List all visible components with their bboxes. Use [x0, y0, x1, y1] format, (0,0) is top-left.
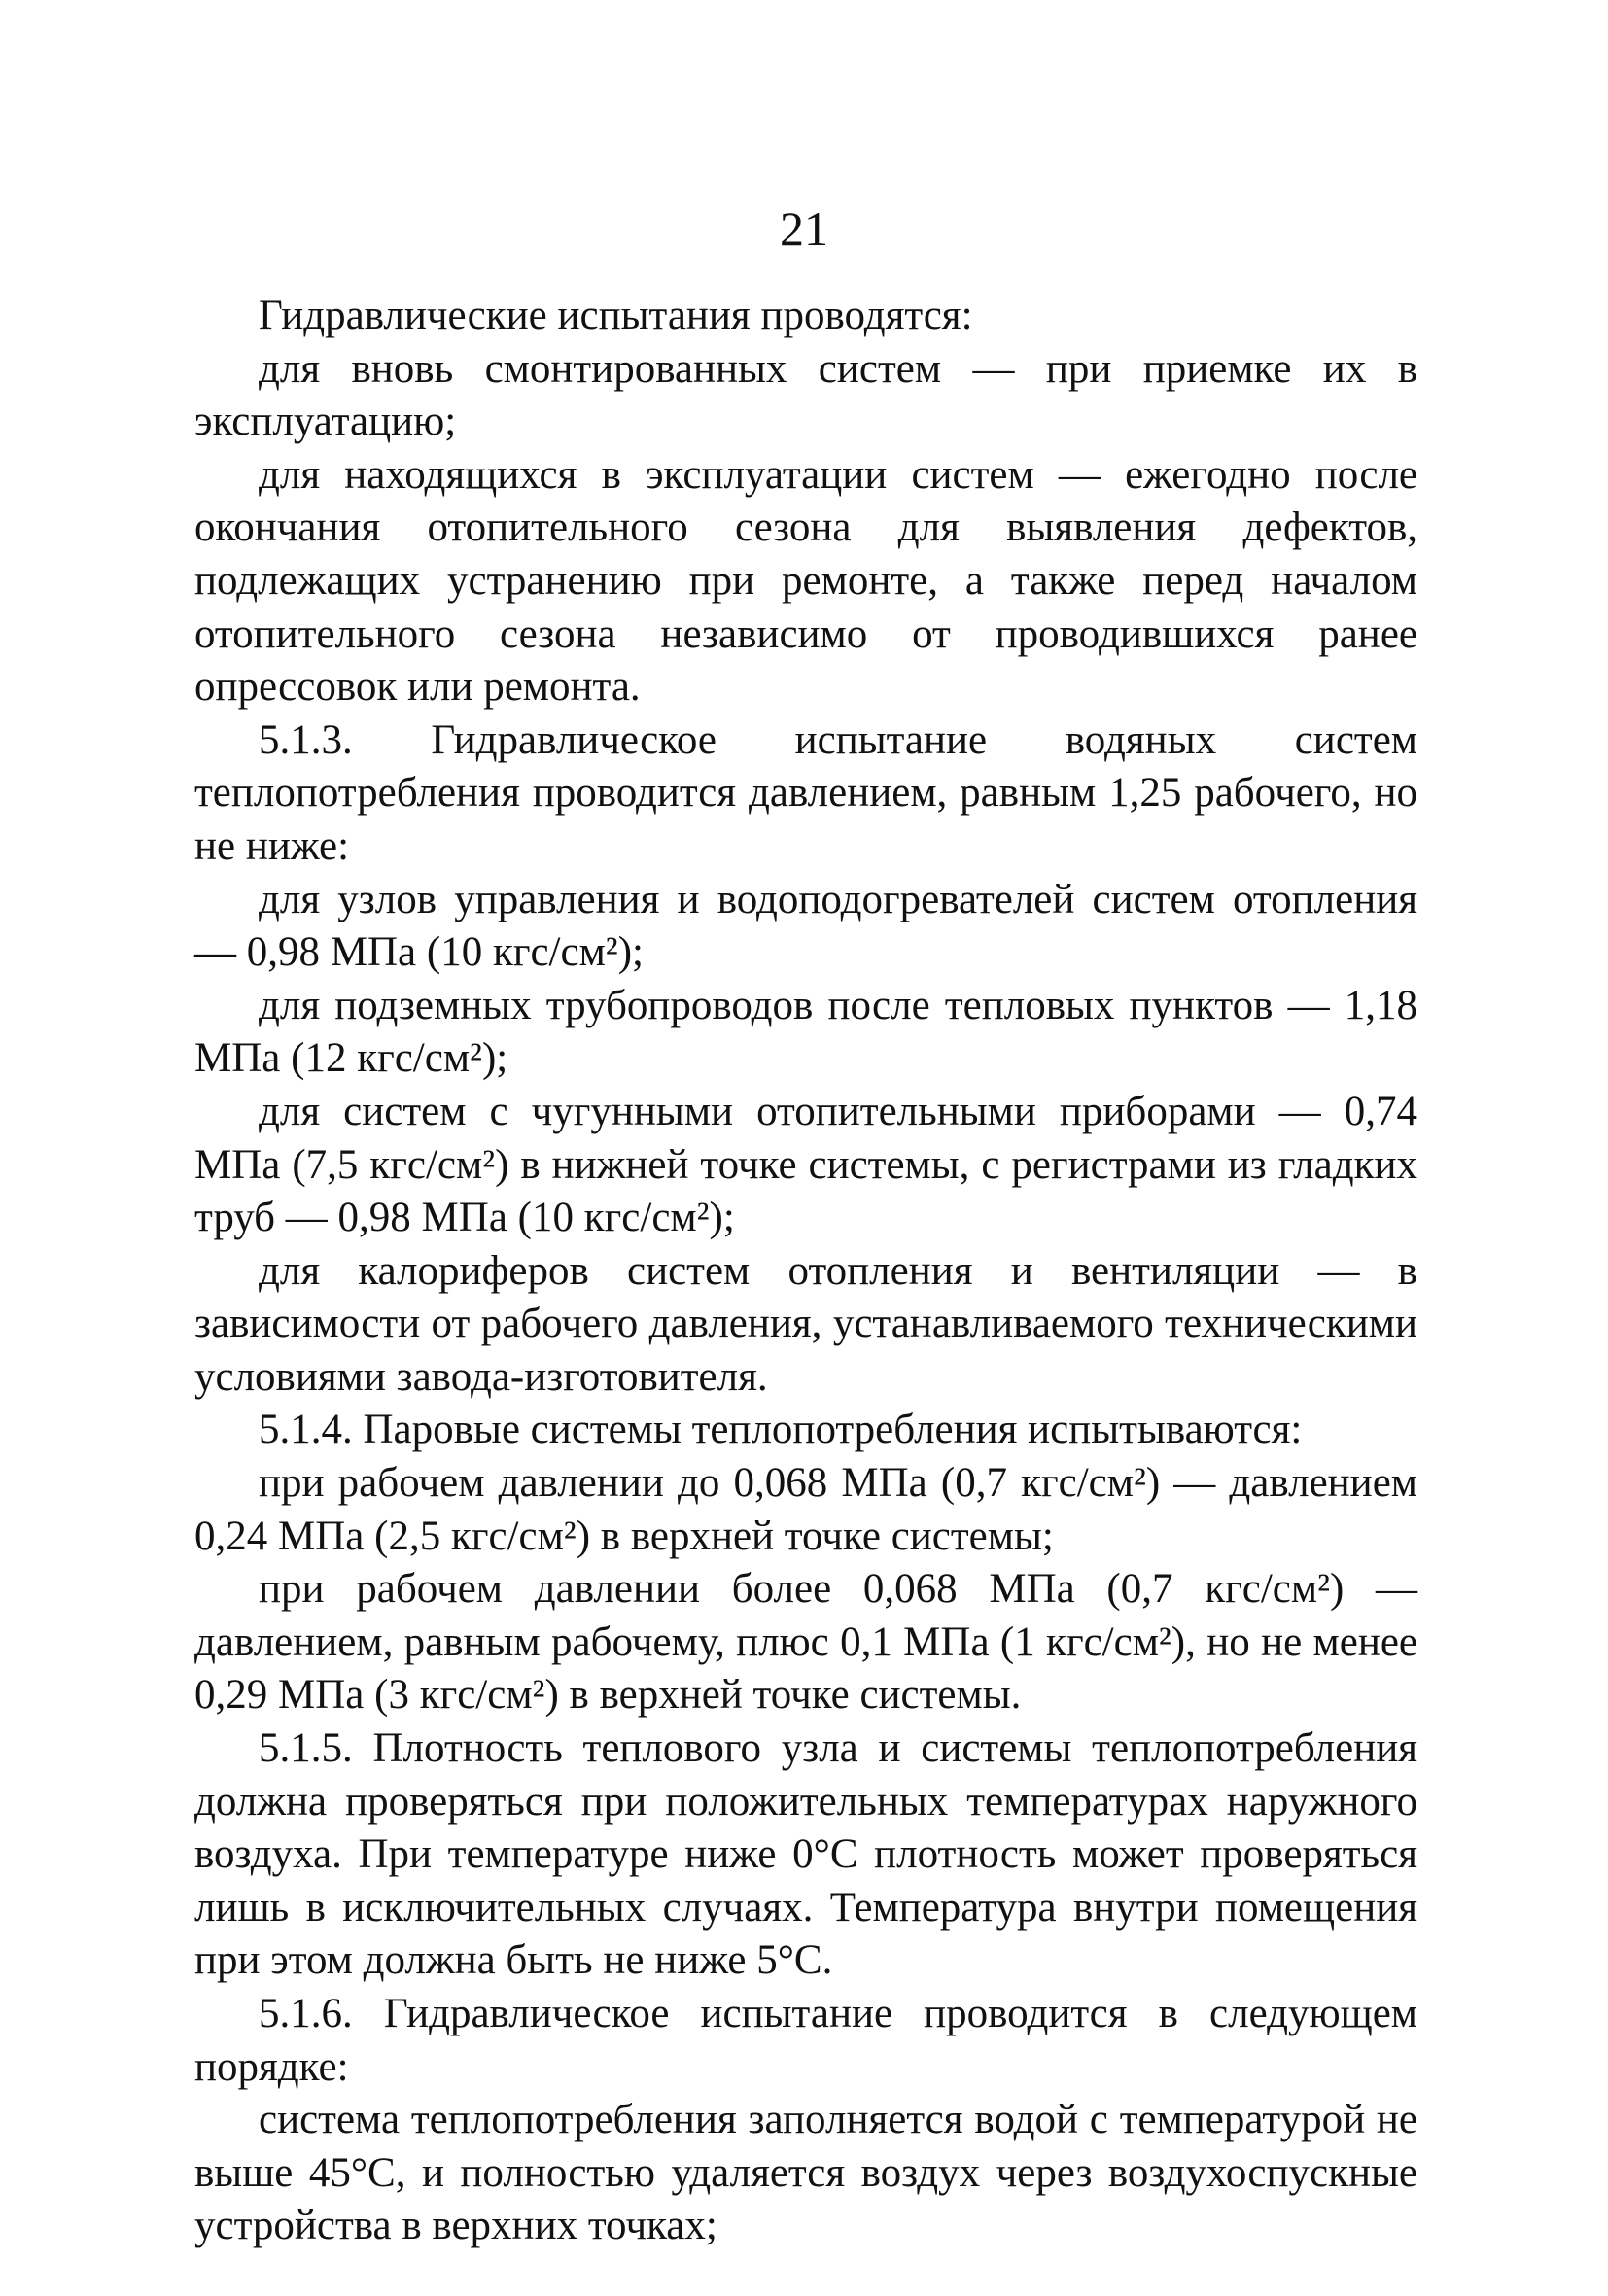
paragraph: система теплопотребления заполняется водой с температурой не выше 45°С, и полностью удаляется воздух через воздухоспускные устройства в верхних точках; [194, 2097, 1417, 2249]
paragraph: для калориферов систем отопления и вентиляции — в зависимости от рабочего давления, устанавливаемого техническими условиями завода-изготовителя. [194, 1247, 1417, 1400]
paragraph: для узлов управления и водоподогревателей систем отопления — 0,98 МПа (10 кгс/см²); [194, 876, 1417, 976]
section-5-1-4: 5.1.4. Паровые системы теплопотребления испытываются: [259, 1407, 1303, 1453]
section-5-1-3: 5.1.3. Гидравлическое испытание водяных систем теплопотребления проводится давлением, равным 1,25 рабочего, но не ниже: [194, 716, 1417, 869]
section-5-1-5: 5.1.5. Плотность теплового узла и системы теплопотребления должна проверяться при положительных температурах наружного воздуха. При температуре ниже 0°С плотность может проверяться лишь в исключительных случаях. Температура внутри помещения при этом должна быть не ниже 5°С. [194, 1725, 1417, 1984]
paragraph: для подземных трубопроводов после тепловых пунктов — 1,18 МПа (12 кгс/см²); [194, 982, 1417, 1082]
paragraph: для находящихся в эксплуатации систем — ежегодно после окончания отопительного сезона для выявления дефектов, подлежащих устранению при ремонте, а также перед началом отопительного сезона независимо от проводившихся ранее опрессовок или ремонта. [194, 451, 1417, 711]
paragraph: для систем с чугунными отопительными приборами — 0,74 МПа (7,5 кгс/см²) в нижней точке системы, с регистрами из гладких труб — 0,98 МПа (10 кгс/см²); [194, 1088, 1417, 1241]
page-number: 21 [780, 201, 828, 256]
paragraph: Гидравлические испытания проводятся: [259, 293, 973, 338]
document-body [194, 290, 1417, 2253]
paragraph: при рабочем давлении до 0,068 МПа (0,7 кгс/см²) — давлением 0,24 МПа (2,5 кгс/см²) в верхней точке системы; [194, 1460, 1417, 1559]
paragraph: для вновь смонтированных систем — при приемке их в эксплуатацию; [194, 345, 1417, 445]
paragraph: при рабочем давлении более 0,068 МПа (0,7 кгс/см²) — давлением, равным рабочему, плюс 0,1 МПа (1 кгс/см²), но не менее 0,29 МПа (3 кгс/см²) в верхней точке системы. [194, 1566, 1417, 1719]
section-5-1-6: 5.1.6. Гидравлическое испытание проводится в следующем порядке: [194, 1991, 1417, 2090]
